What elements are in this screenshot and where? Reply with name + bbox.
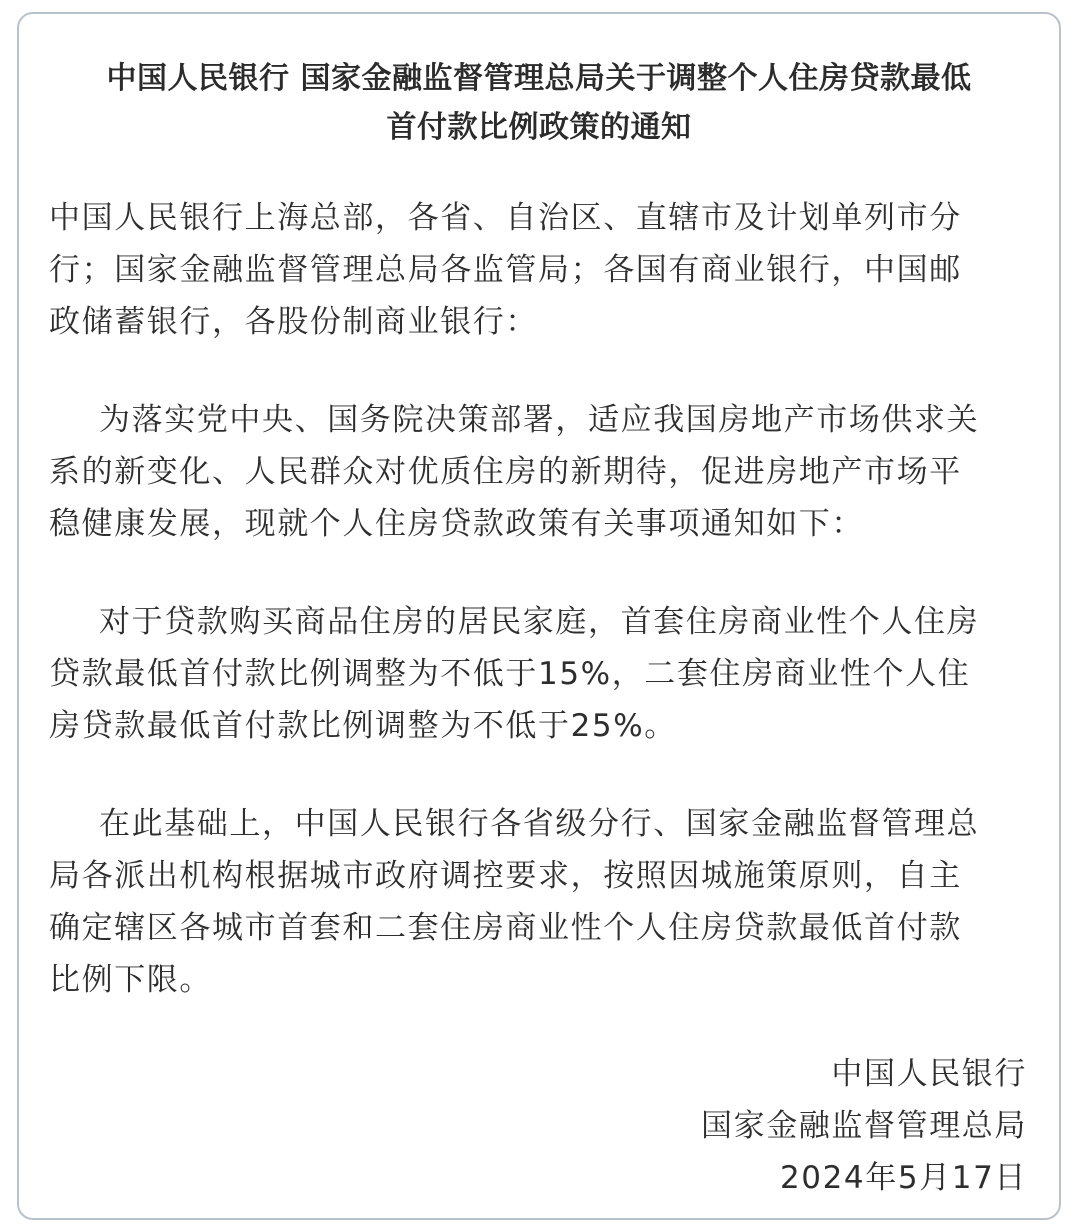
- text-line: 为落实党中央、国务院决策部署，适应我国房地产市场供求关: [99, 402, 980, 438]
- notice-body: [49, 192, 1029, 1006]
- text-line: 对于贷款购买商品住房的居民家庭，首套住房商业性个人住房: [99, 604, 980, 640]
- notice-frame: [17, 12, 1061, 1220]
- text-line: 系的新变化、人民群众对优质住房的新期待，促进房地产市场平: [49, 454, 962, 490]
- notice-title: [49, 54, 1029, 152]
- text-line: 贷款最低首付款比例调整为不低于15%，二套住房商业性个人住: [49, 656, 971, 692]
- title-line: 首付款比例政策的通知: [386, 110, 692, 145]
- text-line: 确定辖区各城市首套和二套住房商业性个人住房贷款最低首付款: [49, 910, 962, 946]
- local-policy-paragraph: [49, 798, 1029, 1006]
- addressee-paragraph: [49, 192, 1029, 348]
- signatory-pboc: 中国人民银行: [831, 1056, 1027, 1092]
- signature-block: [701, 1048, 1027, 1204]
- text-line: 在此基础上，中国人民银行各省级分行、国家金融监督管理总: [99, 806, 980, 842]
- signatory-nfra: 国家金融监督管理总局: [701, 1108, 1027, 1144]
- title-line: 中国人民银行 国家金融监督管理总局关于调整个人住房贷款最低: [106, 61, 972, 96]
- text-line: 局各派出机构根据城市政府调控要求，按照因城施策原则，自主: [49, 858, 962, 894]
- text-line: 中国人民银行上海总部，各省、自治区、直辖市及计划单列市分: [49, 200, 962, 236]
- text-line: 稳健康发展，现就个人住房贷款政策有关事项通知如下：: [49, 506, 864, 542]
- text-line: 比例下限。: [49, 962, 212, 998]
- purpose-paragraph: [49, 394, 1029, 550]
- down-payment-paragraph: [49, 596, 1029, 752]
- text-line: 政储蓄银行，各股份制商业银行：: [49, 304, 538, 340]
- text-line: 房贷款最低首付款比例调整为不低于25%。: [49, 708, 677, 744]
- notice-date: 2024年5月17日: [779, 1160, 1027, 1196]
- text-line: 行；国家金融监督管理总局各监管局；各国有商业银行，中国邮: [49, 252, 962, 288]
